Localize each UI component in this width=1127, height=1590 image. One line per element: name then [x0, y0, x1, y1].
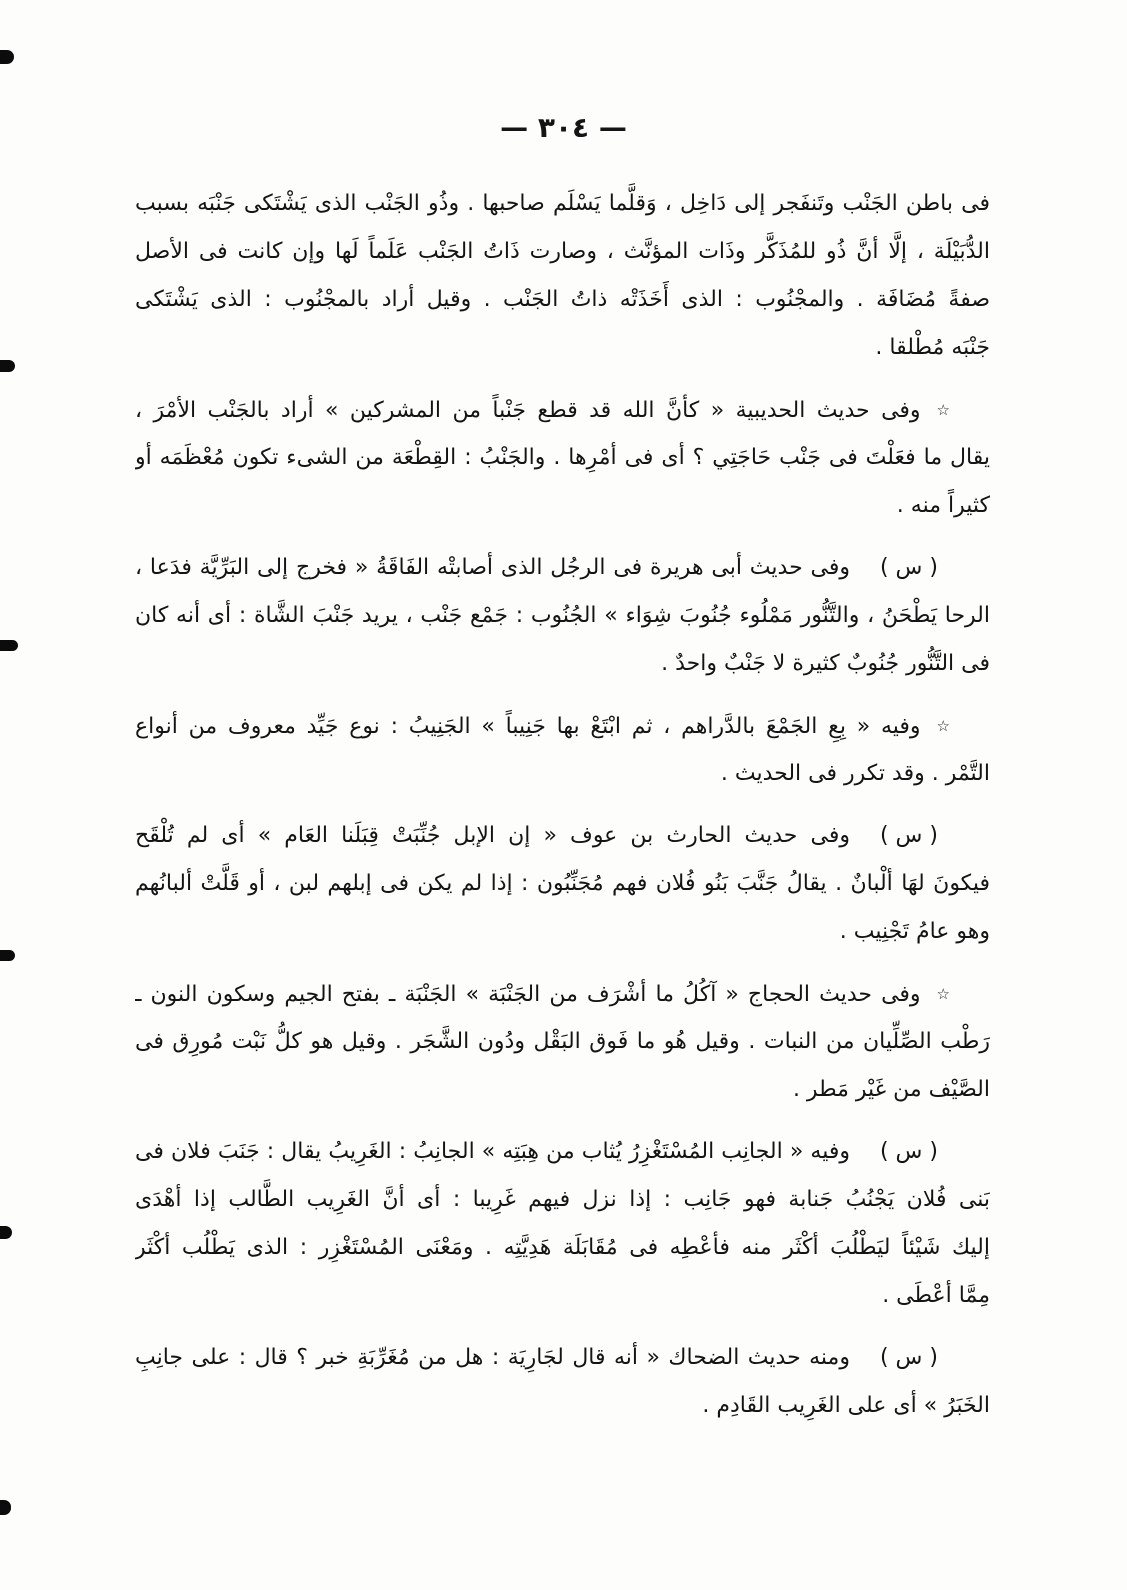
line-text: وفى حديث أبى هريرة فى الرجُل الذى أصابتْه الفَاقَةُ « فخرج إلى البَرِّيَّة فدَعا ،: [135, 555, 850, 580]
text-line: فى باطن الجَنْب وتَنفَجر إلى دَاخِل ، وَقلَّما يَسْلَم صاحبها . وذُو الجَنْب الذى يَشْتَكى جَنْبَه بسبب: [135, 191, 990, 216]
text-line: الرحا يَطْحَنُ ، والتَّنُّور مَمْلُوء جُنُوبَ شِوَاء » الجُنُوب : جَمْع جَنْب ، يريد جَنْبَ الشَّاة : أى أنه كان: [135, 603, 990, 628]
star-marker: ☆: [936, 717, 950, 735]
binding-mark: [0, 50, 14, 64]
text-line: مِمَّا أعْطَى .: [882, 1283, 990, 1308]
line-text: وفى حديث الحارث بن عوف « إن الإبل جُنِّبَتْ قِبَلَنا العَام » أى لم تُلْقَح: [135, 823, 850, 848]
binding-mark: [0, 1500, 11, 1515]
text-line: إليك شَيْئاً ليَطْلُبَ أكْثَر منه فأعْطِه فى مُقَابَلَة هَدِيَّتِه . ومَعْنَى المُسْتَغْزِر : الذى يَطْلُب أكْثَر: [135, 1235, 990, 1260]
text-line: [135, 702, 990, 750]
text-line: [135, 1128, 990, 1176]
star-marker: ☆: [936, 985, 950, 1003]
paragraph: [135, 1128, 990, 1320]
binding-mark: [0, 1226, 12, 1239]
text-line: بَنى فُلان يَجْنُبُ جَنابة فهو جَانِب : إذا نزل فيهم غَرِيبا : أى أنَّ الغَرِيب الطَّالب إذا أهْدَى: [135, 1187, 990, 1212]
text-line: الصَّيْف من غَيْر مَطر .: [792, 1077, 990, 1102]
text-line: [135, 970, 990, 1018]
line-text: ومنه حديث الضحاك « أنه قال لجَارِيَة : هل من مُغَرِّبَةِ خبر ؟ قال : على جانِبِ: [135, 1345, 850, 1370]
line-text: وفيه « بِعِ الجَمْعَ بالدَّراهم ، ثم ابْتَعْ بها جَنِيباً » الجَنِيبُ : نوع جَيِّد معروف من أنواع: [135, 714, 921, 739]
text-line: التَّمْر . وقد تكرر فى الحديث .: [720, 761, 990, 786]
text-line: الدُّبَيْلَة ، إلَّا أنَّ ذُو للمُذَكَّر وذَات المؤنَّث ، وصارت ذَاتُ الجَنْب عَلَماً لَها وإن كانت فى الأصل: [135, 239, 990, 264]
text-line: فيكونَ لهَا ألْبانٌ . يقالُ جَنَّبَ بَنُو فُلان فهم مُجَنِّبُون : إذا لم يكن فى إبلهم لبن ، أو قَلَّتْ ألبانُهم: [135, 871, 990, 896]
paragraph: [135, 1334, 990, 1430]
text-line: صفةً مُضَافَة . والمجْنُوب : الذى أَخَذَتْه ذاتُ الجَنْب . وقيل أراد بالمجْنُوب : الذى يَشْتَكى: [135, 287, 990, 312]
text-line: جَنْبَه مُطْلقا .: [875, 335, 990, 360]
text-line: [135, 386, 990, 434]
text-line: [135, 812, 990, 860]
page-number: — ٣٠٤ —: [500, 111, 627, 144]
paragraph: [135, 180, 990, 372]
binding-mark: [0, 640, 18, 651]
paragraph: [135, 970, 990, 1114]
paragraph: [135, 812, 990, 956]
line-text: وفيه « الجانِب المُسْتَغْزِرُ يُثاب من هِبَتِه » الجانِبُ : الغَرِيبُ يقال : جَنَبَ فلان فى: [135, 1139, 850, 1164]
binding-mark: [0, 360, 15, 372]
sin-marker: ( س ): [879, 555, 938, 580]
line-text: وفى حديث الحجاج « آكُلُ ما أشْرَف من الجَنْبَة » الجَنْبَة ـ بفتح الجيم وسكون النون ـ: [135, 982, 921, 1007]
text-line: يقال ما فعَلْتَ فى جَنْب حَاجَتِي ؟ أى فى أمْرِها . والجَنْبُ : القِطْعَة من الشىء تكون مُعْظَمَه أو: [135, 445, 990, 470]
sin-marker: ( س ): [879, 1139, 938, 1164]
text-line: فى التَّنُّور جُنُوبٌ كثيرة لا جَنْبٌ واحدٌ .: [661, 651, 990, 676]
text-line: وهو عامُ تَجْنِيب .: [839, 919, 990, 944]
star-marker: ☆: [936, 401, 950, 419]
sin-marker: ( س ): [879, 1345, 938, 1370]
paragraph: [135, 702, 990, 798]
line-text: وفى حديث الحديبية « كأنَّ الله قد قطع جَنْباً من المشركين » أراد بالجَنْب الأمْرَ ،: [135, 398, 921, 423]
binding-mark: [0, 950, 15, 961]
page-body: [135, 180, 990, 1430]
sin-marker: ( س ): [879, 823, 938, 848]
text-line: [135, 544, 990, 592]
text-line: رَطْب الصِّلِّيان من النبات . وقيل هُو ما فَوق البَقْل ودُون الشَّجَر . وقيل هو كلُّ نَبْت مُورِق فى: [135, 1029, 990, 1054]
paragraph: [135, 386, 990, 530]
text-line: الخَبَرُ » أى على الغَرِيب القَادِم .: [702, 1393, 990, 1418]
paragraph: [135, 544, 990, 688]
text-line: [135, 1334, 990, 1382]
text-line: كثيراً منه .: [896, 493, 990, 518]
